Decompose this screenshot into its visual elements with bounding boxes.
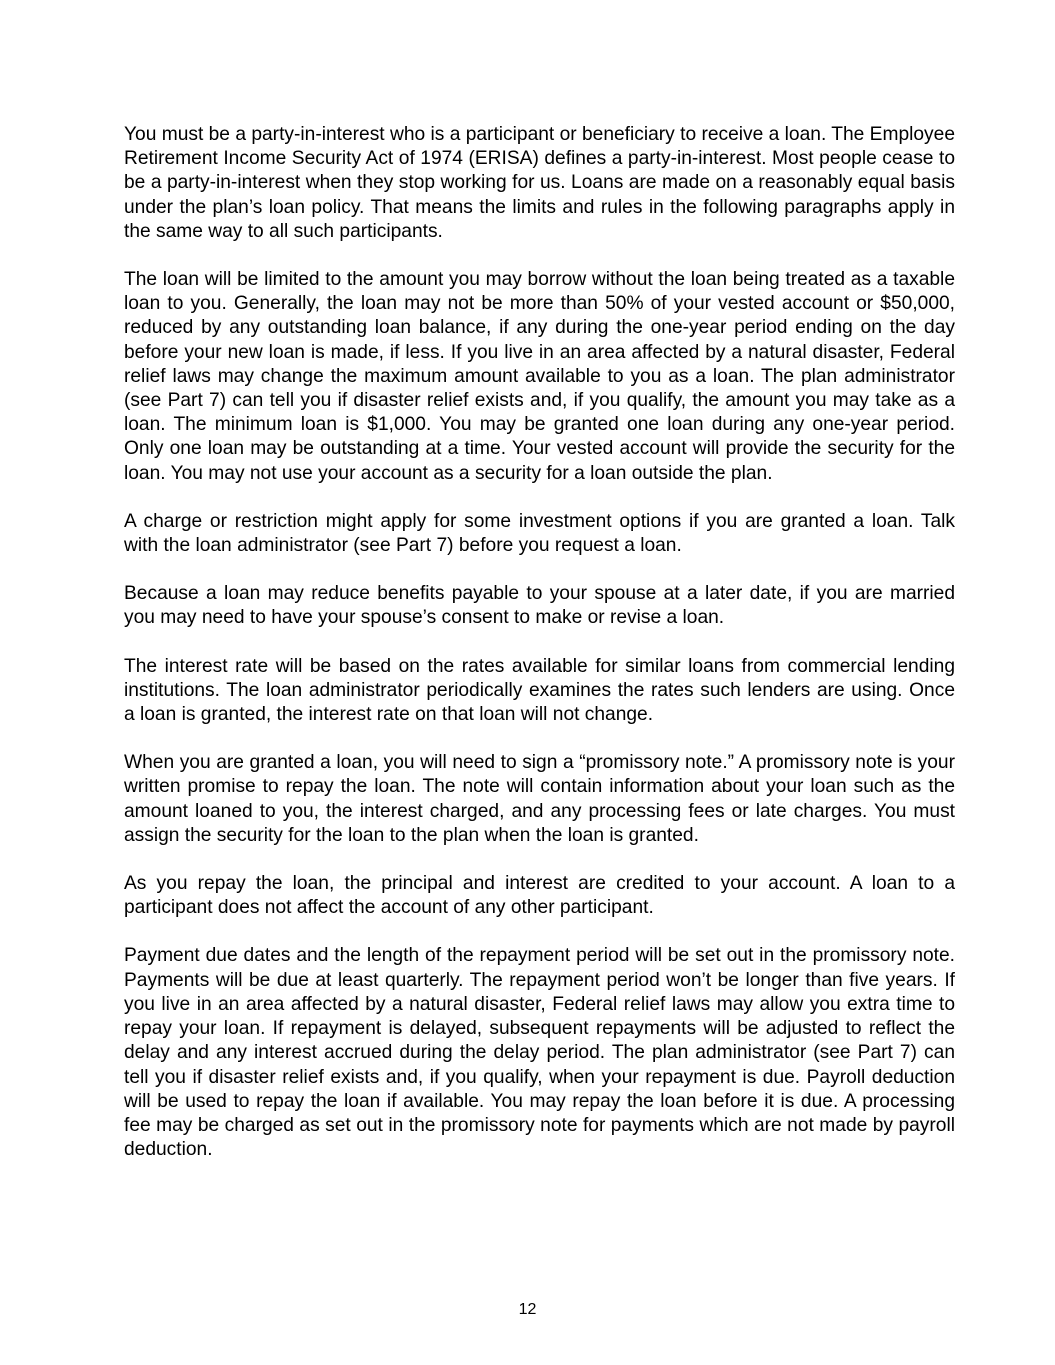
paragraph-interest-rate: The interest rate will be based on the rates available for similar loans from commercial lending institutions. The loan administrator periodically examines the rates such lenders are using. Once a loan is granted, the interest rate on that loan will not change. [124, 655, 955, 726]
paragraph-loan-limits: The loan will be limited to the amount you may borrow without the loan being treated as a taxable loan to you. Generally, the loan may not be more than 50% of your vested account or $50,000, reduced by any outstanding loan balance, if any during the one-year period ending on the day before your new loan is made, if less. If you live in an area affected by a natural disaster, Federal relief laws may change the maximum amount available to you as a loan. The plan administrator (see Part 7) can tell you if disaster relief exists and, if you qualify, the amount you may take as a loan. The minimum loan is $1,000. You may be granted one loan during any one-year period. Only one loan may be outstanding at a time. Your vested account will provide the security for the loan. You may not use your account as a security for a loan outside the plan. [124, 269, 955, 484]
paragraph-promissory-note: When you are granted a loan, you will need to sign a “promissory note.” A promissory note is your written promise to repay the loan. The note will contain information about your loan such as the amount loaned to you, the interest charged, and any processing fees or late charges. You must assign the security for the loan to the plan when the loan is granted. [124, 752, 955, 846]
paragraph-charges: A charge or restriction might apply for some investment options if you are granted a loan. Talk with the loan administrator (see Part 7) before you request a loan. [124, 510, 955, 557]
page-number: 12 [518, 1301, 537, 1318]
body-text [124, 123, 955, 1186]
paragraph-payment-schedule: Payment due dates and the length of the repayment period will be set out in the promissory note. Payments will be due at least quarterly. The repayment period won’t be longer than five years. If you live in an area affected by a natural disaster, Federal relief laws may allow you extra time to repay your loan. If repayment is delayed, subsequent repayments will be adjusted to reflect the delay and any interest accrued during the delay period. The plan administrator (see Part 7) can tell you if disaster relief exists and, if you qualify, when your repayment is due. Payroll deduction will be used to repay the loan if available. You may repay the loan before it is due. A processing fee may be charged as set out in the promissory note for payments which are not made by payroll deduction. [124, 945, 955, 1161]
paragraph-eligibility: You must be a party-in-interest who is a participant or beneficiary to receive a loan. The Employee Retirement Income Security Act of 1974 (ERISA) defines a party-in-interest. Most people cease to be a party-in-interest when they stop working for us. Loans are made on a reasonably equal basis under the plan’s loan policy. That means the limits and rules in the following paragraphs apply in the same way to all such participants. [124, 124, 955, 242]
paragraph-repayment-credit: As you repay the loan, the principal and interest are credited to your account. A loan to a participant does not affect the account of any other participant. [124, 873, 955, 919]
paragraph-spousal-consent: Because a loan may reduce benefits payable to your spouse at a later date, if you are married you may need to have your spouse’s consent to make or revise a loan. [124, 583, 955, 629]
